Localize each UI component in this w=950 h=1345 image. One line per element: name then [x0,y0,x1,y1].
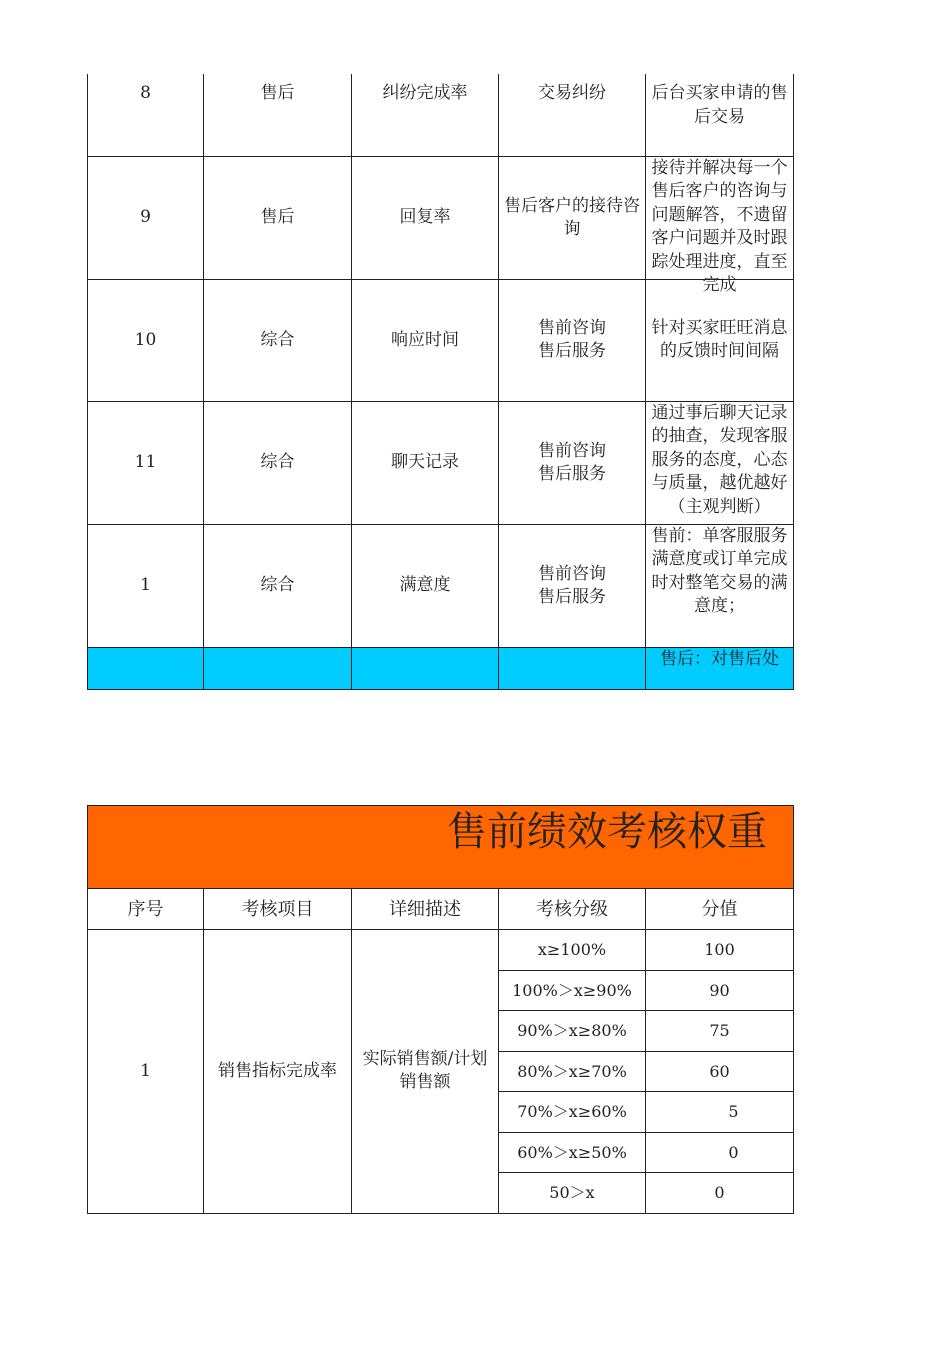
header-cell: 序号 [88,889,204,930]
kpi-description: 实际销售额/计划销售额 [352,930,499,1214]
row-category: 售后 [204,74,352,156]
row-description [646,156,794,295]
row-number: 9 [88,156,204,279]
row-scope: 售后客户的接待咨询 [499,156,646,279]
score-cell: 75 [646,1011,794,1052]
description-text: 售后：对售后处 [660,648,779,669]
header-cell: 详细描述 [352,889,499,930]
row-number [88,647,204,689]
row-description: 针对买家旺旺消息的反馈时间间隔 [646,279,794,401]
grade-cell: 60%＞x≥50% [499,1132,646,1173]
row-item [352,647,499,689]
score-cell: 60 [646,1051,794,1092]
weight-table [87,805,794,1214]
table-row [88,647,794,689]
row-scope: 交易纠纷 [499,74,646,156]
header-cell: 分值 [646,889,794,930]
header-cell: 考核项目 [204,889,352,930]
row-description: 后台买家申请的售后交易 [646,74,794,156]
kpi-item: 销售指标完成率 [204,930,352,1214]
row-scope: 售前咨询 售后服务 [499,279,646,401]
row-description [646,401,794,524]
row-category: 综合 [204,401,352,524]
row-description [646,524,794,647]
table-row [88,156,794,279]
row-item: 回复率 [352,156,499,279]
row-number: 1 [88,930,204,1214]
row-scope: 售前咨询 售后服务 [499,524,646,647]
row-scope [499,647,646,689]
title-row [88,806,794,889]
grade-cell: 50＞x [499,1173,646,1214]
grade-cell: 100%＞x≥90% [499,970,646,1011]
row-category: 综合 [204,524,352,647]
score-cell: 100 [646,930,794,971]
grade-cell: x≥100% [499,930,646,971]
row-number: 1 [88,524,204,647]
table-row [88,279,794,401]
page-title: 售前绩效考核权重 [88,806,794,889]
score-cell: 90 [646,970,794,1011]
row-category: 综合 [204,279,352,401]
description-text: 通过事后聊天记录的抽查，发现客服服务的态度，心态与质量，越优越好（主观判断） [651,402,788,517]
description-text: 售前：单客服服务满意度或订单完成时对整笔交易的满意度； [651,525,788,616]
row-category [204,647,352,689]
kpi-table [87,74,794,690]
table-row [88,74,794,156]
description-text: 接待并解决每一个售后客户的咨询与问题解答，不遗留客户问题并及时跟踪处理进度，直至完成 [651,157,788,295]
grade-cell: 70%＞x≥60% [499,1092,646,1133]
table-row [88,524,794,647]
row-category: 售后 [204,156,352,279]
score-cell: 5 [646,1092,794,1133]
row-item: 聊天记录 [352,401,499,524]
table-row [88,401,794,524]
grade-row [88,930,794,971]
score-cell: 0 [646,1173,794,1214]
grade-cell: 80%＞x≥70% [499,1051,646,1092]
row-number: 11 [88,401,204,524]
row-item: 满意度 [352,524,499,647]
header-cell: 考核分级 [499,889,646,930]
score-cell: 0 [646,1132,794,1173]
row-scope: 售前咨询 售后服务 [499,401,646,524]
row-description [646,647,794,689]
grade-cell: 90%＞x≥80% [499,1011,646,1052]
row-number: 10 [88,279,204,401]
row-item: 纠纷完成率 [352,74,499,156]
row-item: 响应时间 [352,279,499,401]
header-row [88,889,794,930]
row-number: 8 [88,74,204,156]
